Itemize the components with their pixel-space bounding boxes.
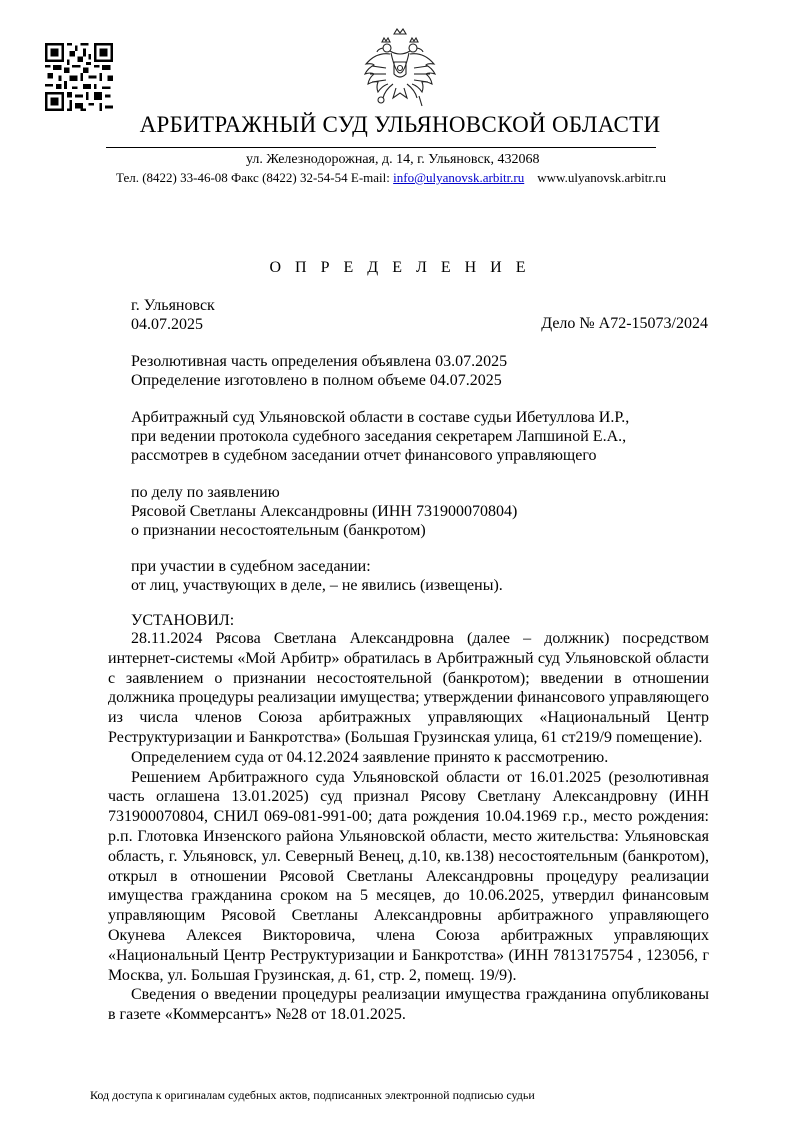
email-link[interactable]: info@ulyanovsk.arbitr.ru <box>393 170 525 185</box>
paragraph: 28.11.2024 Рясова Светлана Александровна (далее – должник) посредством интернет-системы «Мой Арбитр» обратилась в Арбитражный суд Ульяновской области с заявлением о признании несостоятельной (банкротом); введении в отношении должника процедуры реализации имущества; утверждении финансового управляющего из числа членов Союза арбитражных управляющих «Национальный Центр Реструктуризации и Банкротства» (Большая Грузинская улица, 61 ст219/9 помещение). <box>108 630 709 746</box>
established-heading: УСТАНОВИЛ: <box>131 612 235 629</box>
court-address: ул. Железнодорожная, д. 14, г. Ульяновск, 432068 <box>246 152 540 167</box>
header-divider <box>106 147 656 148</box>
established-body <box>108 629 709 1025</box>
city: г. Ульяновск <box>131 297 215 314</box>
resolution-announced: Резолютивная часть определения объявлена 03.07.2025 <box>131 353 508 370</box>
document-title: О П Р Е Д Е Л Е Н И Е <box>269 259 531 276</box>
case-number: Дело № А72-15073/2024 <box>541 315 708 332</box>
case-applicant: Рясовой Светланы Александровны (ИНН 731900070804) <box>131 503 518 520</box>
case-subject: о признании несостоятельным (банкротом) <box>131 522 426 539</box>
court-contacts <box>116 170 666 186</box>
paragraph: Сведения о введении процедуры реализации имущества гражданина опубликованы в газете «Коммерсантъ» №28 от 18.01.2025. <box>108 986 709 1024</box>
participation-intro: при участии в судебном заседании: <box>131 558 371 575</box>
coat-of-arms-icon <box>360 26 440 110</box>
court-composition: Арбитражный суд Ульяновской области в составе судьи Ибетуллова И.Р., <box>131 409 630 426</box>
contacts-text: Тел. (8422) 33-46-08 Факс (8422) 32-54-54 E-mail: <box>116 170 394 185</box>
document-date: 04.07.2025 <box>131 316 203 333</box>
court-secretary: при ведении протокола судебного заседания секретарем Лапшиной Е.А., <box>131 428 627 445</box>
access-code-note: Код доступа к оригиналам судебных актов, подписанных электронной подписью судьи <box>90 1088 535 1102</box>
court-consideration: рассмотрев в судебном заседании отчет финансового управляющего <box>131 447 597 464</box>
case-intro: по делу по заявлению <box>131 484 280 501</box>
paragraph: Решением Арбитражного суда Ульяновской области от 16.01.2025 (резолютивная часть оглашена 13.01.2025) суд признал Рясову Светлану Александровну (ИНН 731900070804, СНИЛ 069-081-991-00; дата рождения 10.04.1969 г.р., место рождения: р.п. Глотовка Инзенского района Ульяновской области, место жительства: Ульяновская область, г. Ульяновск, ул. Северный Венец, д.10, кв.138) несостоятельным (банкротом), открыл в отношении Рясовой Светланы Александровны процедуру реализации имущества гражданина сроком на 5 месяцев, до 10.06.2025, утвердил финансовым управляющим Рясовой Светланы Александровны арбитражного управляющего Окунева Алексея Викторовича, члена Союза арбитражных управляющих «Национальный Центр Реструктуризации и Банкротства» (ИНН 7813175754 , 123056, г Москва, ул. Большая Грузинская, д. 61, стр. 2, помещ. 19/9). <box>108 768 709 984</box>
court-name: АРБИТРАЖНЫЙ СУД УЛЬЯНОВСКОЙ ОБЛАСТИ <box>139 112 661 137</box>
qr-code-icon <box>45 43 113 111</box>
paragraph: Определением суда от 04.12.2024 заявление принято к рассмотрению. <box>131 748 609 766</box>
website-text: www.ulyanovsk.arbitr.ru <box>537 170 667 185</box>
participation-status: от лиц, участвующих в деле, – не явились (извещены). <box>131 577 503 594</box>
resolution-full: Определение изготовлено в полном объеме 04.07.2025 <box>131 372 502 389</box>
